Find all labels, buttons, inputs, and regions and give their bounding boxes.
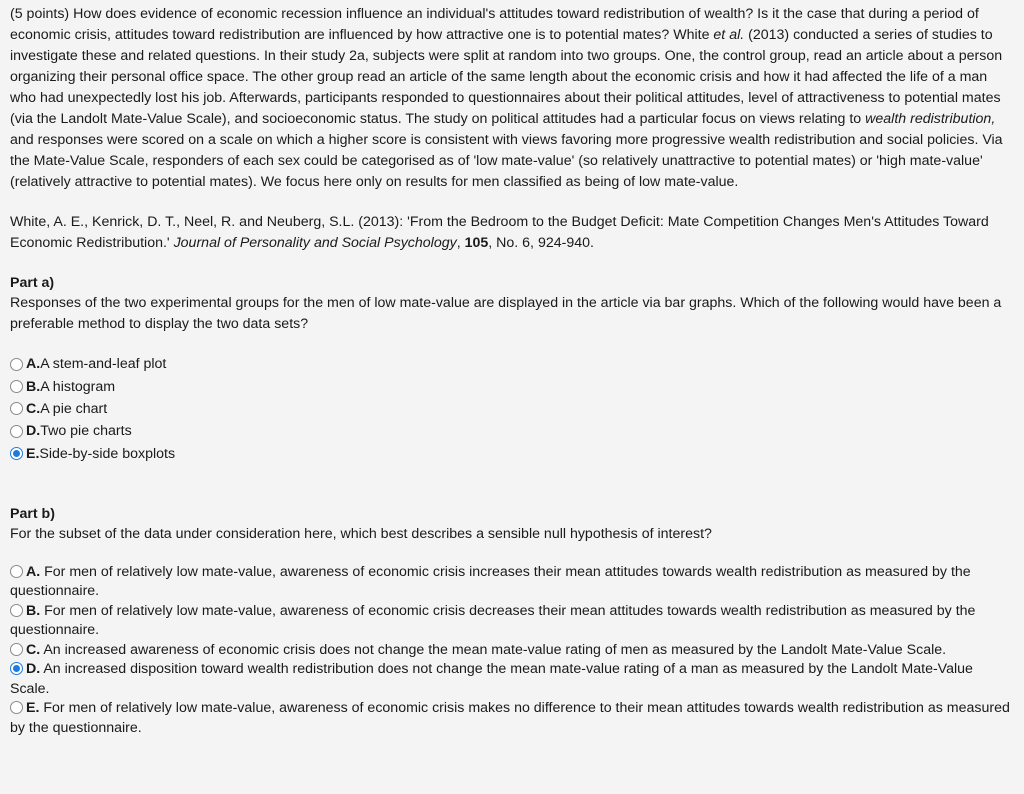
- option-letter: B.: [26, 378, 41, 395]
- part-b-option-d[interactable]: [10, 660, 1014, 699]
- citation-journal: Journal of Personality and Social Psychology: [173, 235, 457, 251]
- citation-authors-title: White, A. E., Kenrick, D. T., Neel, R. and Neuberg, S.L. (2013): 'From the Bedroom to the Budget Deficit: Mate Competition Changes Men's Attitudes Toward Economic Redistribution.': [10, 214, 989, 251]
- option-text: A histogram: [40, 378, 116, 395]
- part-b-option-b[interactable]: [10, 602, 1014, 641]
- citation: [10, 212, 1014, 254]
- option-letter: D.: [26, 661, 41, 678]
- option-text: For men of relatively low mate-value, awareness of economic crisis makes no difference to their mean attitudes towards wealth redistribution as measured by the questionnaire.: [10, 700, 1010, 736]
- citation-issue-pages: , No. 6, 924-940.: [488, 235, 594, 251]
- part-a-option-d[interactable]: [10, 420, 1014, 442]
- citation-volume: 105: [464, 235, 489, 251]
- option-text: For men of relatively low mate-value, awareness of economic crisis decreases their mean attitudes towards wealth redistribution as measured by the questionnaire.: [10, 602, 976, 639]
- part-b-title: Part b): [10, 505, 55, 522]
- radio-button-icon[interactable]: [10, 380, 23, 393]
- option-letter: C.: [26, 400, 41, 417]
- part-a-option-a[interactable]: [10, 353, 1014, 375]
- radio-button-selected-icon[interactable]: [10, 447, 23, 460]
- option-text: Side-by-side boxplots: [39, 445, 176, 462]
- radio-button-selected-icon[interactable]: [10, 662, 23, 675]
- radio-button-icon[interactable]: [10, 565, 23, 578]
- option-letter: E.: [26, 700, 40, 717]
- intro-text-3: and responses were scored on a scale on which a higher score is consistent with views favoring more progressive wealth redistribution and social policies. Via the Mate-Value Scale, responders of each sex could be categorised as of 'low mate-value' (so relatively unattractive to potential mates) or 'high mate-value' (relatively attractive to potential mates). We focus here only on results for men classified as being of low mate-value.: [10, 132, 1003, 190]
- citation-separator: ,: [456, 235, 465, 251]
- question-intro: [10, 4, 1014, 193]
- option-letter: D.: [26, 423, 41, 440]
- part-a-option-e[interactable]: [10, 443, 1014, 465]
- part-b-option-a[interactable]: [10, 563, 1014, 602]
- intro-text-2: (2013) conducted a series of studies to investigate these and related questions. In their study 2a, subjects were split at random into two groups. One, the control group, read an article about a person organizing their personal office space. The other group read an article of the same length about the economic crisis and how it had affected the life of a man who had unexpectedly lost his job. Afterwards, participants responded to questionnaires about their political attitudes, level of attractiveness to potential mates (via the Landolt Mate-Value Scale), and socioeconomic status. The study on political attitudes had a particular focus on views relating to: [10, 27, 1003, 127]
- option-letter: C.: [26, 641, 41, 658]
- radio-button-icon[interactable]: [10, 604, 23, 617]
- option-letter: B.: [26, 602, 41, 619]
- option-text: For men of relatively low mate-value, awareness of economic crisis increases their mean attitudes towards wealth redistribution as measured by the questionnaire.: [10, 563, 971, 600]
- option-text: A stem-and-leaf plot: [40, 356, 167, 373]
- intro-wealth-redistribution: wealth redistribution,: [865, 111, 996, 127]
- part-b-option-e[interactable]: [10, 699, 1014, 738]
- option-text: A pie chart: [40, 400, 108, 417]
- part-b-question: For the subset of the data under consideration here, which best describes a sensible null hypothesis of interest?: [10, 525, 712, 542]
- part-a-question: Responses of the two experimental groups for the men of low mate-value are displayed in the article via bar graphs. Which of the following would have been a preferable method to display the two data sets?: [10, 295, 1002, 332]
- option-text: Two pie charts: [40, 423, 132, 440]
- radio-button-icon[interactable]: [10, 425, 23, 438]
- option-text: An increased disposition toward wealth redistribution does not change the mean mate-value rating of a man as measured by the Landolt Mate-Value Scale.: [10, 661, 973, 697]
- part-a-options: [10, 353, 1014, 465]
- part-a-option-c[interactable]: [10, 398, 1014, 420]
- part-a-title: Part a): [10, 275, 55, 291]
- option-letter: A.: [26, 563, 41, 580]
- part-a-option-b[interactable]: [10, 375, 1014, 397]
- radio-button-icon[interactable]: [10, 701, 23, 714]
- intro-text-1: (5 points) How does evidence of economic recession influence an individual's attitudes toward redistribution of wealth? Is it the case that during a period of economic crisis, attitudes toward redistribution are influenced by how attractive one is to potential mates? White: [10, 6, 979, 43]
- option-text: An increased awareness of economic crisis does not change the mean mate-value rating of men as measured by the Landolt Mate-Value Scale.: [40, 641, 947, 658]
- part-b: [10, 504, 1014, 739]
- option-letter: E.: [26, 445, 40, 462]
- intro-et-al: et al.: [713, 27, 745, 43]
- radio-button-icon[interactable]: [10, 643, 23, 656]
- part-b-options: [10, 563, 1014, 739]
- part-b-option-c[interactable]: [10, 641, 1014, 661]
- option-letter: A.: [26, 356, 41, 373]
- radio-button-icon[interactable]: [10, 402, 23, 415]
- part-a: [10, 273, 1014, 465]
- radio-button-icon[interactable]: [10, 358, 23, 371]
